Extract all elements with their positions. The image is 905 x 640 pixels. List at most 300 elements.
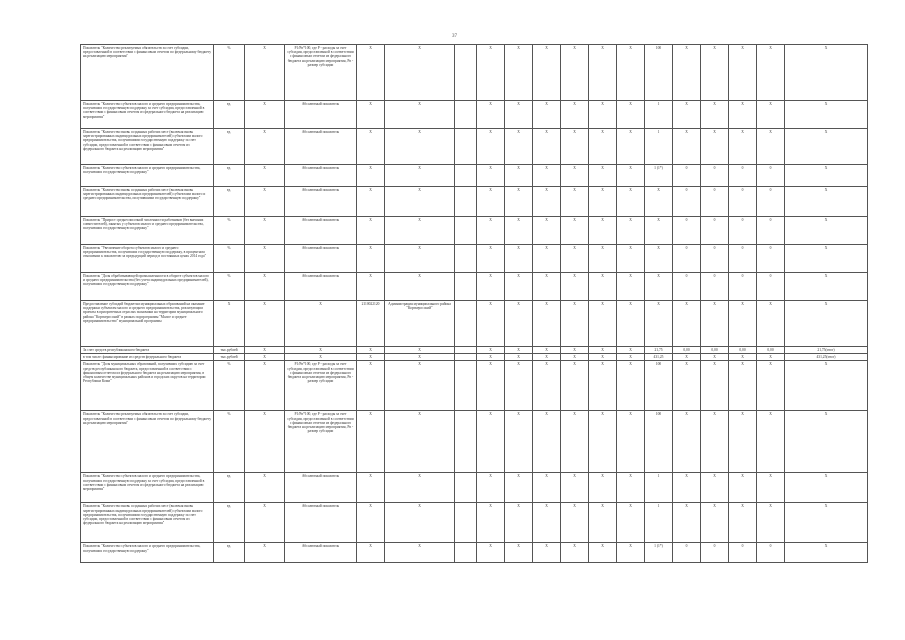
value-cell: X	[533, 347, 561, 354]
value-cell: X	[505, 273, 533, 301]
value-cell: X	[561, 273, 589, 301]
value-cell: X	[505, 411, 533, 473]
table-row	[81, 503, 868, 543]
executor-cell: X	[385, 217, 455, 245]
budget-code-cell: X	[357, 101, 385, 129]
value-cell: X	[533, 165, 561, 187]
empty-cell	[455, 543, 477, 563]
code-cell: X	[245, 347, 285, 354]
indicator-name-cell: Показатель "Количество вновь созданных рабочих мест (включая вновь зарегистрированных индивидуальных предпринимателей) субъектами малого предпринимательства, получившими государственную поддержку за счет субсидии, предоставленной в соответствии с финансовым отчетом из федерального бюджета на реализацию мероприятия"	[81, 129, 214, 165]
unit-cell: тыс.рублей	[214, 354, 245, 361]
value-cell: X	[617, 129, 645, 165]
value-cell: X	[757, 354, 785, 361]
value-cell: X	[785, 473, 868, 503]
formula-cell: X	[285, 354, 357, 361]
formula-cell: Абсолютный показатель	[285, 273, 357, 301]
value-cell: X	[505, 361, 533, 411]
value-cell: X	[785, 503, 868, 543]
value-cell: 0	[729, 165, 757, 187]
table-row	[81, 347, 868, 354]
value-cell: 1	[645, 129, 673, 165]
value-cell: 0	[757, 187, 785, 217]
value-cell: X	[729, 129, 757, 165]
unit-cell: ед.	[214, 165, 245, 187]
formula-cell: Абсолютный показатель	[285, 543, 357, 563]
table-row	[81, 101, 868, 129]
value-cell: X	[589, 361, 617, 411]
value-cell: X	[701, 361, 729, 411]
value-cell: X	[785, 361, 868, 411]
value-cell: X	[477, 273, 505, 301]
value-cell: X	[561, 45, 589, 101]
value-cell: X	[701, 45, 729, 101]
empty-cell	[455, 101, 477, 129]
value-cell: X	[533, 543, 561, 563]
budget-code-cell: X	[357, 361, 385, 411]
executor-cell: X	[385, 543, 455, 563]
value-cell: X	[617, 101, 645, 129]
value-cell: X	[533, 473, 561, 503]
value-cell: X	[533, 354, 561, 361]
value-cell: X	[533, 187, 561, 217]
value-cell: X	[589, 473, 617, 503]
formula-cell: X	[285, 347, 357, 354]
value-cell: X	[729, 354, 757, 361]
value-cell: X	[701, 354, 729, 361]
value-cell: X	[505, 543, 533, 563]
value-cell: X	[561, 187, 589, 217]
budget-code-cell: X	[357, 411, 385, 473]
formula-cell: Абсолютный показатель	[285, 129, 357, 165]
value-cell: X	[505, 165, 533, 187]
indicator-name-cell: в том числе: финансирование из средств федерального бюджета	[81, 354, 214, 361]
value-cell: X	[505, 217, 533, 245]
budget-code-cell: 2110022120	[357, 301, 385, 347]
code-cell: X	[245, 273, 285, 301]
unit-cell: %	[214, 45, 245, 101]
value-cell: X	[505, 347, 533, 354]
value-cell: X	[729, 361, 757, 411]
value-cell: X	[589, 411, 617, 473]
empty-cell	[455, 411, 477, 473]
value-cell: X	[505, 101, 533, 129]
value-cell: X	[477, 245, 505, 273]
code-cell: X	[245, 503, 285, 543]
value-cell: 0	[757, 217, 785, 245]
value-cell: X	[477, 347, 505, 354]
code-cell: X	[245, 129, 285, 165]
value-cell: X	[785, 245, 868, 273]
value-cell: 0	[729, 187, 757, 217]
formula-cell: Абсолютный показатель	[285, 165, 357, 187]
value-cell: X	[701, 101, 729, 129]
code-cell: X	[245, 187, 285, 217]
value-cell: 100	[645, 45, 673, 101]
value-cell: X	[533, 101, 561, 129]
budget-code-cell: X	[357, 347, 385, 354]
value-cell: 431,25(итог)	[785, 354, 868, 361]
value-cell: 0	[673, 165, 701, 187]
value-cell: 0,00	[701, 347, 729, 354]
executor-cell: Администрация муниципального района "Корткеросский"	[385, 301, 455, 347]
value-cell: X	[645, 187, 673, 217]
unit-cell: ед.	[214, 101, 245, 129]
empty-cell	[455, 354, 477, 361]
budget-code-cell: X	[357, 217, 385, 245]
value-cell: X	[533, 45, 561, 101]
indicator-name-cell: Показатель "Количество субъектов малого и среднего предпринимательства, получивших государственную поддержку"	[81, 543, 214, 563]
value-cell: X	[561, 129, 589, 165]
value-cell: X	[785, 273, 868, 301]
value-cell: 0	[673, 543, 701, 563]
value-cell: 0,00	[729, 347, 757, 354]
budget-code-cell: X	[357, 354, 385, 361]
table-row	[81, 354, 868, 361]
value-cell: X	[589, 101, 617, 129]
value-cell: X	[589, 187, 617, 217]
value-cell: X	[505, 301, 533, 347]
value-cell: X	[477, 187, 505, 217]
value-cell: 0	[729, 217, 757, 245]
value-cell: 1 (1*)	[645, 165, 673, 187]
value-cell: X	[477, 45, 505, 101]
value-cell: X	[785, 165, 868, 187]
table-row	[81, 411, 868, 473]
code-cell: X	[245, 217, 285, 245]
value-cell: X	[617, 503, 645, 543]
formula-cell: Абсолютный показатель	[285, 101, 357, 129]
budget-code-cell: X	[357, 165, 385, 187]
value-cell: X	[673, 503, 701, 543]
empty-cell	[455, 361, 477, 411]
value-cell: 0	[673, 187, 701, 217]
value-cell: 1	[645, 101, 673, 129]
value-cell: X	[757, 129, 785, 165]
value-cell: X	[561, 354, 589, 361]
budget-code-cell: X	[357, 273, 385, 301]
value-cell: X	[617, 245, 645, 273]
formula-cell: X	[285, 301, 357, 347]
value-cell: X	[589, 165, 617, 187]
value-cell: X	[757, 45, 785, 101]
table-row	[81, 45, 868, 101]
value-cell: X	[617, 361, 645, 411]
value-cell: 0	[757, 543, 785, 563]
unit-cell: ед.	[214, 129, 245, 165]
value-cell: X	[617, 411, 645, 473]
value-cell: X	[533, 361, 561, 411]
value-cell: X	[533, 217, 561, 245]
value-cell: X	[673, 301, 701, 347]
unit-cell: %	[214, 411, 245, 473]
value-cell: 100	[645, 411, 673, 473]
executor-cell: X	[385, 473, 455, 503]
indicator-name-cell: Предоставление субсидий бюджетам муниципальных образований на оказание поддержки субъектам малого и среднего предпринимательства, реализующим проекты в приоритетных отраслях экономики на территории муниципального района "Корткеросский" в рамках подпрограммы "Малое и среднее предпринимательство" муниципальной программы	[81, 301, 214, 347]
value-cell: 21,75(итог)	[785, 347, 868, 354]
value-cell: X	[645, 301, 673, 347]
value-cell: 0	[729, 543, 757, 563]
value-cell: X	[729, 301, 757, 347]
budget-code-cell: X	[357, 129, 385, 165]
indicator-name-cell: Показатель "Увеличение оборота субъектов малого и среднего предпринимательства, получивших государственную поддержку, в процентном отношении к показателю за предыдущий период в постоянных ценах 2014 года"	[81, 245, 214, 273]
value-cell: 0	[757, 273, 785, 301]
value-cell: X	[561, 361, 589, 411]
executor-cell: X	[385, 503, 455, 543]
value-cell: X	[477, 129, 505, 165]
value-cell: X	[561, 301, 589, 347]
value-cell: X	[477, 503, 505, 543]
value-cell: X	[785, 187, 868, 217]
value-cell: X	[785, 129, 868, 165]
code-cell: X	[245, 411, 285, 473]
value-cell: 0	[701, 273, 729, 301]
empty-cell	[455, 273, 477, 301]
formula-cell: Абсолютный показатель	[285, 217, 357, 245]
value-cell: X	[673, 129, 701, 165]
value-cell: X	[617, 473, 645, 503]
value-cell: 100	[645, 361, 673, 411]
formula-cell: Абсолютный показатель	[285, 245, 357, 273]
executor-cell: X	[385, 129, 455, 165]
value-cell: 0	[757, 245, 785, 273]
value-cell: 0	[673, 273, 701, 301]
code-cell: X	[245, 245, 285, 273]
value-cell: X	[729, 411, 757, 473]
value-cell: 0	[701, 543, 729, 563]
budget-code-cell: X	[357, 45, 385, 101]
formula-cell: Абсолютный показатель	[285, 187, 357, 217]
indicator-name-cell: Показатель "Доля муниципальных образований, получивших субсидию за счет средств республиканского бюджета, предоставленной в соответствии с финансовым отчетом из федерального бюджета на реализацию мероприятия, в общем количестве муниципальных районов и городских округов на территории Республики Коми"	[81, 361, 214, 411]
table-row	[81, 217, 868, 245]
value-cell: X	[617, 187, 645, 217]
value-cell: 0	[701, 187, 729, 217]
value-cell: X	[505, 473, 533, 503]
indicator-name-cell: Показатель "Количество субъектов малого и среднего предпринимательства, получивших государственную поддержку"	[81, 165, 214, 187]
value-cell: X	[533, 301, 561, 347]
unit-cell: %	[214, 245, 245, 273]
indicator-name-cell: Показатель "Прирост среднесписочной численности работников (без внешних совместителей), занятых у субъектов малого и среднего предпринимательства, получивших государственную поддержку"	[81, 217, 214, 245]
empty-cell	[455, 129, 477, 165]
value-cell: X	[589, 129, 617, 165]
value-cell: X	[477, 101, 505, 129]
value-cell: X	[617, 354, 645, 361]
value-cell: 1	[645, 503, 673, 543]
program-indicators-table	[80, 44, 868, 563]
code-cell: X	[245, 361, 285, 411]
value-cell: X	[617, 301, 645, 347]
formula-cell: Абсолютный показатель	[285, 473, 357, 503]
empty-cell	[455, 45, 477, 101]
budget-code-cell: X	[357, 245, 385, 273]
code-cell: X	[245, 473, 285, 503]
value-cell: X	[589, 273, 617, 301]
value-cell: 0,00	[757, 347, 785, 354]
value-cell: X	[505, 245, 533, 273]
empty-cell	[455, 347, 477, 354]
value-cell: X	[617, 347, 645, 354]
value-cell: X	[645, 245, 673, 273]
executor-cell: X	[385, 165, 455, 187]
formula-cell: P1/Pn*100, где P - расходы за счет субсидии, предоставленной в соответствии с финансовым отчетом из федерального бюджета на реализацию мероприятия, Pn - размер субсидии	[285, 411, 357, 473]
executor-cell: X	[385, 101, 455, 129]
code-cell: X	[245, 354, 285, 361]
indicator-name-cell: Показатель "Количество вновь созданных рабочих мест (включая вновь зарегистрированных индивидуальных предпринимателей) субъектами малого предпринимательства, получившими государственную поддержку за счет субсидии, предоставленной в соответствии с финансовым отчетом из федерального бюджета на реализацию мероприятия"	[81, 503, 214, 543]
value-cell: X	[729, 101, 757, 129]
value-cell: X	[477, 473, 505, 503]
value-cell: X	[757, 503, 785, 543]
table-row	[81, 361, 868, 411]
executor-cell: X	[385, 361, 455, 411]
value-cell: X	[477, 543, 505, 563]
value-cell: 0,00	[673, 347, 701, 354]
value-cell: 1 (1*)	[645, 543, 673, 563]
empty-cell	[455, 473, 477, 503]
value-cell: 0	[701, 245, 729, 273]
code-cell: X	[245, 165, 285, 187]
value-cell: X	[757, 411, 785, 473]
executor-cell: X	[385, 187, 455, 217]
empty-cell	[455, 165, 477, 187]
value-cell: X	[673, 101, 701, 129]
unit-cell: ед.	[214, 503, 245, 543]
unit-cell: %	[214, 217, 245, 245]
budget-code-cell: X	[357, 503, 385, 543]
value-cell: X	[477, 217, 505, 245]
value-cell: X	[729, 45, 757, 101]
value-cell: X	[561, 165, 589, 187]
empty-cell	[455, 301, 477, 347]
value-cell: 0	[701, 165, 729, 187]
value-cell: X	[589, 503, 617, 543]
value-cell: X	[757, 361, 785, 411]
value-cell: 0	[729, 273, 757, 301]
code-cell: X	[245, 101, 285, 129]
unit-cell: %	[214, 361, 245, 411]
value-cell: X	[561, 217, 589, 245]
value-cell: X	[589, 301, 617, 347]
executor-cell: X	[385, 354, 455, 361]
indicator-name-cell: Показатель "Количество реализуемых обязательств за счет субсидии, предоставленной в соответствии с финансовым отчетом по федеральному бюджету на реализацию мероприятия"	[81, 411, 214, 473]
value-cell: X	[757, 101, 785, 129]
table-row	[81, 543, 868, 563]
table-row	[81, 129, 868, 165]
table-row	[81, 187, 868, 217]
value-cell: X	[589, 347, 617, 354]
indicator-name-cell: Показатель "Количество реализуемых обязательств за счет субсидии, предоставленной в соответствии с финансовым отчетом по федеральному бюджету на реализацию мероприятия"	[81, 45, 214, 101]
value-cell: X	[505, 503, 533, 543]
value-cell: X	[701, 129, 729, 165]
value-cell: X	[617, 543, 645, 563]
indicator-name-cell: Показатель "Количество вновь созданных рабочих мест (включая вновь зарегистрированных индивидуальных предпринимателей) субъектами малого и среднего предпринимательства, получившими государственную поддержку"	[81, 187, 214, 217]
value-cell: X	[673, 411, 701, 473]
value-cell: X	[701, 503, 729, 543]
value-cell: X	[589, 217, 617, 245]
budget-code-cell: X	[357, 187, 385, 217]
formula-cell: P1/Pn*100, где P - расходы за счет субсидии, предоставленной в соответствии с финансовым отчетом из федерального бюджета на реализацию мероприятия, Pn - размер субсидии	[285, 361, 357, 411]
value-cell: X	[533, 245, 561, 273]
table-row	[81, 301, 868, 347]
value-cell: X	[561, 101, 589, 129]
value-cell: X	[477, 354, 505, 361]
value-cell: X	[589, 245, 617, 273]
value-cell: X	[617, 217, 645, 245]
value-cell: X	[617, 273, 645, 301]
value-cell: X	[729, 473, 757, 503]
value-cell: X	[589, 354, 617, 361]
table-row	[81, 165, 868, 187]
value-cell: X	[561, 347, 589, 354]
value-cell: X	[617, 165, 645, 187]
table-row	[81, 273, 868, 301]
value-cell: X	[645, 217, 673, 245]
executor-cell: X	[385, 273, 455, 301]
value-cell: X	[477, 165, 505, 187]
value-cell: X	[589, 543, 617, 563]
value-cell: X	[757, 473, 785, 503]
value-cell: X	[561, 543, 589, 563]
unit-cell: ед.	[214, 187, 245, 217]
value-cell: X	[673, 361, 701, 411]
value-cell: X	[561, 245, 589, 273]
value-cell: X	[533, 273, 561, 301]
value-cell: X	[701, 411, 729, 473]
value-cell: X	[785, 301, 868, 347]
executor-cell: X	[385, 411, 455, 473]
value-cell: X	[757, 301, 785, 347]
unit-cell: ед.	[214, 543, 245, 563]
empty-cell	[455, 187, 477, 217]
budget-code-cell: X	[357, 473, 385, 503]
indicator-name-cell: Показатель "Доля обрабатывающей промышленности в обороте субъектов малого и среднего предпринимательства (без учета индивидуальных предпринимателей), получивших государственную поддержку"	[81, 273, 214, 301]
value-cell: X	[477, 361, 505, 411]
unit-cell: %	[214, 273, 245, 301]
value-cell: X	[701, 301, 729, 347]
value-cell: X	[533, 411, 561, 473]
value-cell: X	[505, 45, 533, 101]
value-cell: 0	[729, 245, 757, 273]
page-number: 37	[452, 34, 457, 39]
code-cell: X	[245, 45, 285, 101]
value-cell: X	[477, 411, 505, 473]
value-cell: X	[561, 411, 589, 473]
value-cell: 0	[673, 217, 701, 245]
value-cell: X	[785, 543, 868, 563]
value-cell: 1	[645, 473, 673, 503]
indicator-name-cell: Показатель "Количество субъектов малого и среднего предпринимательства, получивших государственную поддержку за счет субсидии, предоставленной в соответствии с финансовым отчетом из федерального бюджета на реализацию мероприятия"	[81, 101, 214, 129]
code-cell: X	[245, 301, 285, 347]
value-cell: X	[505, 129, 533, 165]
code-cell: X	[245, 543, 285, 563]
value-cell: X	[701, 473, 729, 503]
indicator-name-cell: За счет средств республиканского бюджета	[81, 347, 214, 354]
value-cell: 0	[701, 217, 729, 245]
formula-cell: Абсолютный показатель	[285, 503, 357, 543]
formula-cell: P1/Pn*100, где P - расходы за счет субсидии, предоставленной в соответствии с финансовым отчетом из федерального бюджета на реализацию мероприятия, Pn - размер субсидии	[285, 45, 357, 101]
value-cell: X	[533, 129, 561, 165]
value-cell: X	[477, 301, 505, 347]
indicator-name-cell: Показатель "Количество субъектов малого и среднего предпринимательства, получивших государственную поддержку за счет субсидии, предоставленной в соответствии с финансовым отчетом из федерального бюджета на реализацию мероприятия"	[81, 473, 214, 503]
value-cell: X	[505, 187, 533, 217]
executor-cell: X	[385, 245, 455, 273]
value-cell: X	[785, 411, 868, 473]
empty-cell	[455, 503, 477, 543]
unit-cell: тыс.рублей	[214, 347, 245, 354]
value-cell: X	[645, 273, 673, 301]
value-cell: 0	[673, 245, 701, 273]
value-cell: X	[673, 45, 701, 101]
empty-cell	[455, 217, 477, 245]
unit-cell: X	[214, 301, 245, 347]
